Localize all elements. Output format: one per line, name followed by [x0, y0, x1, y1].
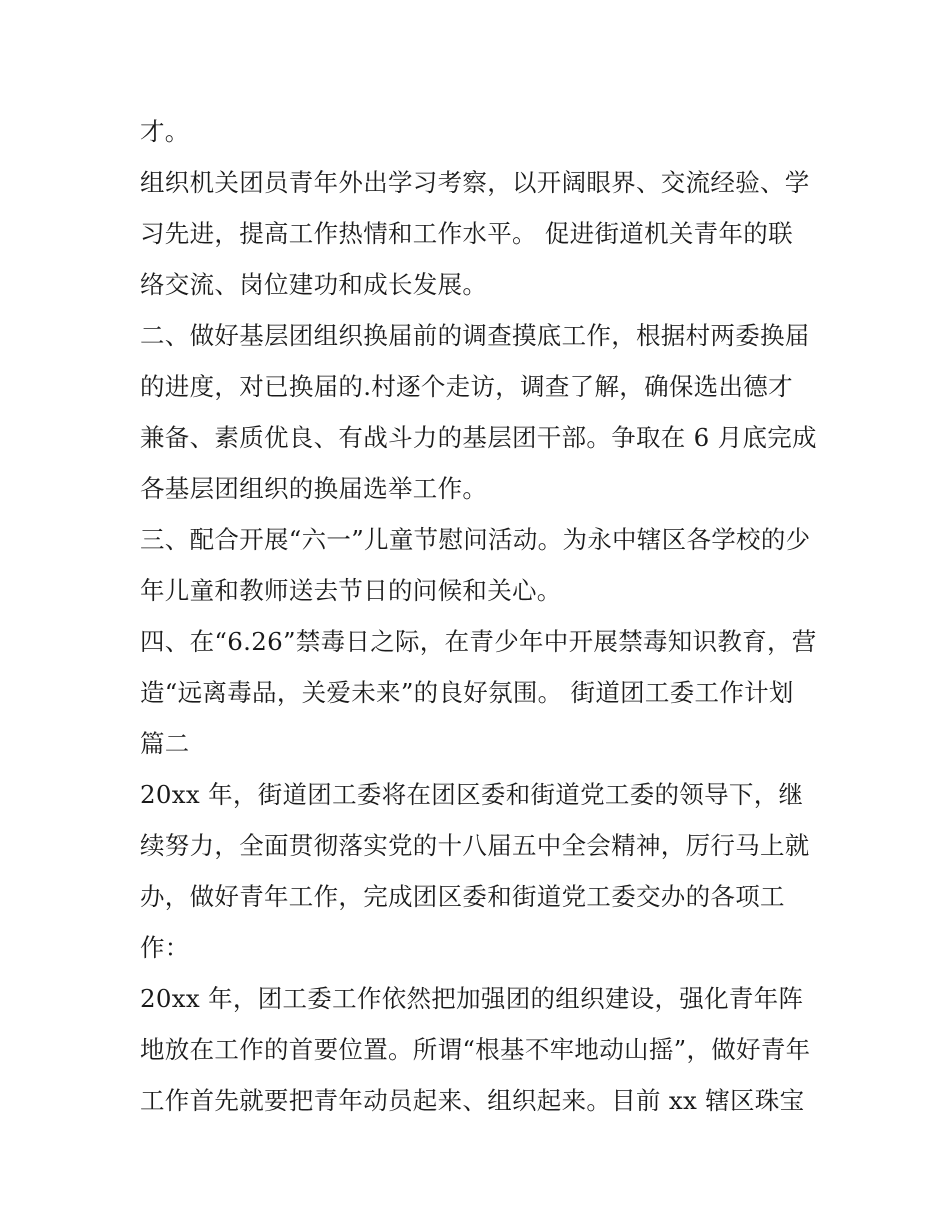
text-line: 的进度，对已换届的.村逐个走访，调查了解，确保选出德才: [140, 372, 793, 401]
text-line: 篇二: [140, 729, 190, 758]
text-line: 续努力，全面贯彻落实党的十八届五中全会精神，厉行马上就: [140, 831, 810, 860]
text-line: 20xx 年，街道团工委将在团区委和街道党工委的领导下，继: [140, 780, 804, 809]
text-line: 工作首先就要把青年动员起来、组织起来。目前 xx 辖区珠宝: [140, 1086, 805, 1115]
text-line: 二、做好基层团组织换届前的调查摸底工作，根据村两委换届: [140, 321, 810, 350]
text-line: 组织机关团员青年外出学习考察，以开阔眼界、交流经验、学: [140, 168, 810, 197]
text-line: 办，做好青年工作，完成团区委和街道党工委交办的各项工: [140, 882, 785, 911]
text-line: 作：: [140, 933, 190, 962]
text-line: 地放在工作的首要位置。所谓“根基不牢地动山摇”，做好青年: [140, 1035, 811, 1064]
text-line: 络交流、岗位建功和成长发展。: [140, 270, 488, 299]
text-line: 各基层团组织的换届选举工作。: [140, 474, 488, 503]
text-line: 年儿童和教师送去节日的问候和关心。: [140, 576, 562, 605]
text-line: 造“远离毒品，关爱未来”的良好氛围。 街道团工委工作计划: [140, 678, 794, 707]
text-line: 习先进，提高工作热情和工作水平。 促进街道机关青年的联: [140, 219, 793, 248]
text-line: 兼备、素质优良、有战斗力的基层团干部。争取在 6 月底完成: [140, 423, 817, 452]
text-line: 20xx 年，团工委工作依然把加强团的组织建设，强化青年阵: [140, 984, 804, 1013]
text-line: 三、配合开展“六一”儿童节慰问活动。为永中辖区各学校的少: [140, 525, 811, 554]
text-line: 才。: [140, 117, 190, 146]
text-line: 四、在“6.26”禁毒日之际，在青少年中开展禁毒知识教育，营: [140, 627, 817, 656]
document-body: [140, 106, 820, 1126]
